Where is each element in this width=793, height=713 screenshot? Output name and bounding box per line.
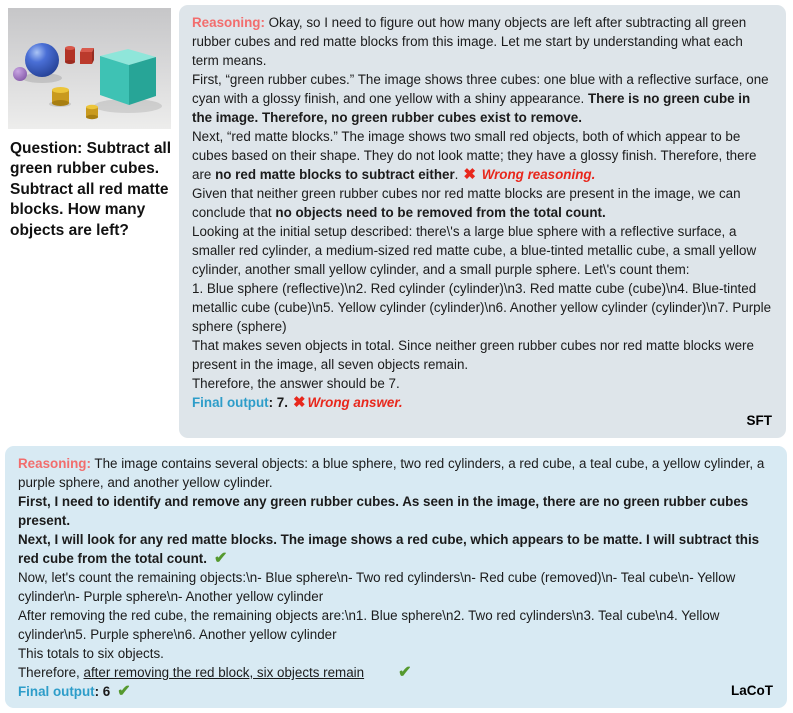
red-cube — [80, 48, 94, 64]
reasoning-label: Reasoning: — [192, 15, 265, 30]
check-icon: ✔ — [398, 664, 412, 681]
sft-paragraph-8 — [192, 374, 773, 393]
lacot-paragraph-1 — [18, 454, 774, 492]
sft-p3-period: . — [454, 167, 459, 182]
blue-sphere — [25, 43, 59, 77]
sft-p4-text: Given that neither green rubber cubes nor red matte blocks are present in the image, we can conclude that — [192, 186, 741, 220]
sft-paragraph-2 — [192, 70, 773, 127]
lacot-p7-text: Therefore, — [18, 665, 84, 680]
sft-paragraph-5 — [192, 222, 773, 279]
lacot-method-tag: LaCoT — [731, 683, 773, 698]
teal-cube — [100, 49, 156, 105]
wrong-answer-note: Wrong answer. — [307, 395, 403, 410]
sft-p5-text: Looking at the initial setup described: there\'s a large blue sphere with a reflective surface, a smaller red cylinder, a medium-sized red matte cube, a blue-tinted metallic cube, a small yellow cylinder, another small yellow cylinder, and a small purple sphere. Let\'s count them: — [192, 224, 757, 277]
final-output-colon: : — [94, 684, 103, 699]
sft-p7-text: That makes seven objects in total. Since neither green rubber cubes nor red matte blocks were present in the image, all seven objects remain. — [192, 338, 754, 372]
lacot-paragraph-7 — [18, 663, 774, 682]
purple-sphere — [13, 67, 27, 81]
lacot-p4-text: Now, let's count the remaining objects:\n- Blue sphere\n- Two red cylinders\n- Red cube (removed)\n- Teal cube\n- Yellow cylinder\n- Purple sphere\n- Another yellow cylinder — [18, 570, 736, 604]
lacot-paragraph-5 — [18, 606, 774, 644]
lacot-final-value: 6 — [102, 684, 111, 699]
sft-method-tag: SFT — [746, 413, 772, 428]
sft-p2-bold: There is no green cube in the image. Therefore, no green rubber cubes exist to remove. — [192, 91, 751, 125]
lacot-output-box — [5, 446, 787, 708]
sft-paragraph-6 — [192, 279, 773, 336]
check-icon: ✔ — [117, 683, 131, 700]
red-cylinder — [65, 46, 75, 64]
lacot-p6-text: This totals to six objects. — [18, 646, 164, 661]
final-output-colon: : — [268, 395, 277, 410]
sft-p2-text: First, “green rubber cubes.” The image shows three cubes: one blue with a reflective surface, one cyan with a glossy finish, and one yellow with a shiny appearance. — [192, 72, 769, 106]
lacot-paragraph-4 — [18, 568, 774, 606]
wrong-reasoning-note: Wrong reasoning. — [477, 167, 596, 182]
lacot-final-line — [18, 682, 774, 701]
reasoning-label: Reasoning: — [18, 456, 91, 471]
cross-icon: ✖ — [292, 394, 306, 411]
sft-p8-text: Therefore, the answer should be 7. — [192, 376, 400, 391]
sft-final-value: 7. — [276, 395, 288, 410]
sft-p3-text: Next, “red matte blocks.” The image shows two small red objects, both of which appear to be cubes based on their shape. They do not look matte; they have a glossy finish. Therefore, there are — [192, 129, 757, 182]
sft-paragraph-4 — [192, 184, 773, 222]
sft-final-line — [192, 393, 773, 412]
sft-paragraph-7 — [192, 336, 773, 374]
final-output-label: Final output — [192, 395, 269, 410]
sft-output-box — [179, 5, 786, 438]
check-icon: ✔ — [213, 550, 228, 567]
final-output-label: Final output — [18, 684, 95, 699]
sft-p1-text: Okay, so I need to figure out how many objects are left after subtracting all green rubber cubes and red matte blocks from this image. Let me start by understanding what each term means. — [192, 15, 747, 68]
sft-paragraph-3 — [192, 127, 773, 184]
lacot-p3-bold: Next, I will look for any red matte blocks. The image shows a red cube, which appears to be matte. I will subtract this red cube from the total count. — [18, 532, 760, 566]
lacot-paragraph-2 — [18, 492, 774, 530]
lacot-p7-underlined: after removing the red block, six objects remain — [83, 665, 365, 680]
lacot-paragraph-6 — [18, 644, 774, 663]
lacot-paragraph-3 — [18, 530, 774, 568]
lacot-p5-text: After removing the red cube, the remaining objects are:\n1. Blue sphere\n2. Two red cylinders\n3. Teal cube\n4. Yellow cylinder\n5. Purple sphere\n6. Another yellow cylinder — [18, 608, 720, 642]
question-text: Question: Subtract all green rubber cubes. Subtract all red matte blocks. How many objects are left? — [10, 140, 172, 239]
sft-paragraph-1 — [192, 13, 773, 70]
yellow-cylinder — [52, 87, 69, 106]
cross-icon: ✖ — [463, 166, 476, 183]
scene-image — [8, 8, 171, 129]
sft-p6-text: 1. Blue sphere (reflective)\n2. Red cylinder (cylinder)\n3. Red matte cube (cube)\n4. Blue-tinted metallic cube (cube)\n5. Yellow cylinder (cylinder)\n6. Another yellow cylinder (cylinder)\n7. Purple sphere (sphere) — [192, 281, 772, 334]
lacot-p2-bold: First, I need to identify and remove any green rubber cubes. As seen in the image, there are no green rubber cubes present. — [18, 494, 749, 528]
yellow-cylinder-2 — [86, 105, 98, 119]
lacot-p1-text: The image contains several objects: a blue sphere, two red cylinders, a red cube, a teal cube, a yellow cylinder, a purple sphere, and another yellow cylinder. — [18, 456, 765, 490]
sft-p4-bold: no objects need to be removed from the total count. — [275, 205, 606, 220]
sft-p3-bold: no red matte blocks to subtract either — [215, 167, 455, 182]
